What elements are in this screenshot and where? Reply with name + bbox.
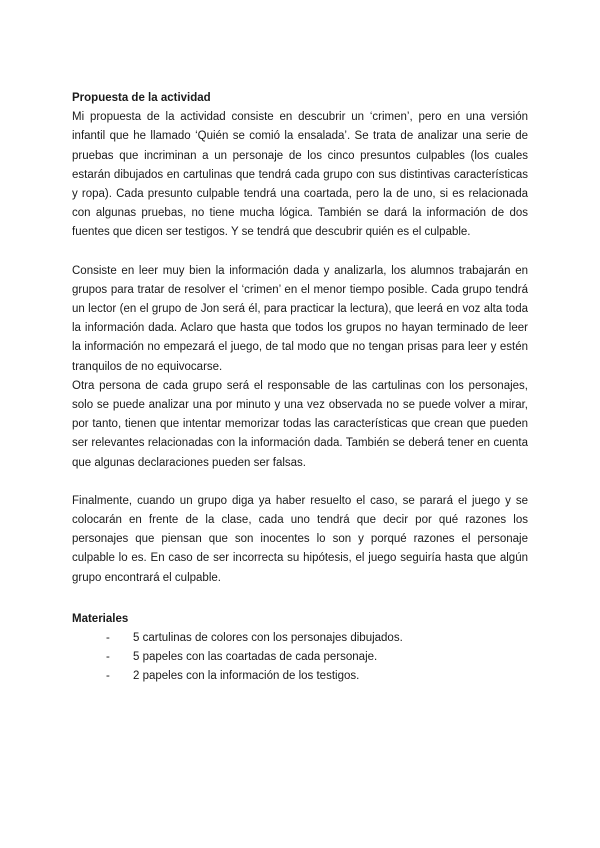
- dash-bullet: -: [106, 651, 110, 664]
- list-item-text: 5 cartulinas de colores con los personajes dibujados.: [133, 632, 403, 645]
- list-item: [72, 648, 528, 667]
- dash-bullet: -: [106, 670, 110, 683]
- paragraph-otra-persona: Otra persona de cada grupo será el responsable de las cartulinas con los personajes, solo se puede analizar una por minuto y una vez observada no se puede volver a mirar, por tanto, tienen que intentar memorizar todas las características que crean que pueden ser relevantes relacionadas con la información dada. También se deberá tener en cuenta que algunas declaraciones pueden ser falsas.: [72, 379, 528, 469]
- spacer: [72, 473, 528, 492]
- spacer: [72, 243, 528, 262]
- paragraph-finalmente: Finalmente, cuando un grupo diga ya haber resuelto el caso, se parará el juego y se colocarán en frente de la clase, cada uno tendrá que decir por qué razones los personajes que piensan que son inocentes lo son y porqué razones el personaje culpable lo es. En caso de ser incorrecta su hipótesis, el juego seguiría hasta que algún grupo encontrará el culpable.: [72, 494, 528, 584]
- section-heading-propuesta: Propuesta de la actividad: [72, 92, 211, 104]
- spacer: [72, 588, 528, 610]
- materials-list: [72, 629, 528, 687]
- list-item-text: 2 papeles con la información de los testigos.: [133, 670, 360, 683]
- section-heading-materiales: Materiales: [72, 612, 129, 625]
- paragraph-propuesta: Mi propuesta de la actividad consiste en descubrir un ‘crimen’, pero en una versión infantil que he llamado ‘Quién se comió la ensalada’. Se trata de analizar una serie de pruebas que incriminan a un personaje de los cinco presuntos culpables (los cuales estarán dibujados en cartulinas que tendrá cada grupo con sus distintivas características y ropa). Cada presunto culpable tendrá una coartada, pero la de uno, si es relacionada con algunas pruebas, no tiene mucha lógica. También se dará la información de dos fuentes que dicen ser testigos. Y se tendrá que descubrir quién es el culpable.: [72, 111, 528, 239]
- list-item: [72, 629, 528, 648]
- document-page: [72, 89, 528, 687]
- list-item-text: 5 papeles con las coartadas de cada personaje.: [133, 651, 378, 664]
- dash-bullet: -: [106, 632, 110, 645]
- paragraph-consiste: Consiste en leer muy bien la información dada y analizarla, los alumnos trabajarán en grupos para tratar de resolver el ‘crimen’ en el menor tiempo posible. Cada grupo tendrá un lector (en el grupo de Jon será él, para practicar la lectura), que leerá en voz alta toda la información dada. Aclaro que hasta que todos los grupos no hayan terminado de leer la información no empezará el juego, de tal modo que no tengan prisas para leer y estén tranquilos de no equivocarse.: [72, 264, 528, 373]
- list-item: [72, 667, 528, 686]
